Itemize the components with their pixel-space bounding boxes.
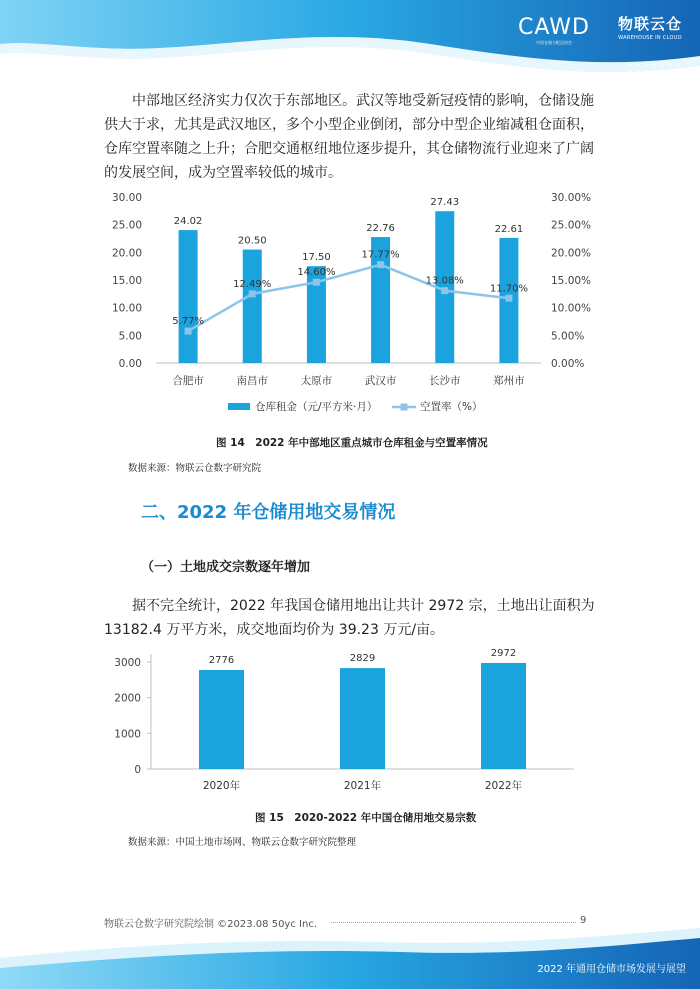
legend-vacancy-label: 空置率（%） [420, 401, 483, 413]
warehouse-logo-subtext: WAREHOUSE IN CLOUD [618, 35, 682, 41]
x-tick-label: 2021年 [343, 780, 382, 792]
vacancy-rate-label: 13.08% [425, 275, 464, 287]
x-tick-label: 武汉市 [364, 375, 397, 387]
cawd-logo-text: CAWD [518, 15, 590, 40]
figure-14-source: 数据来源：物联云仓数字研究院 [128, 463, 262, 474]
rent-bar-label: 24.02 [173, 216, 203, 228]
warehouse-logo-text: 物联云仓 [617, 15, 682, 33]
rent-bar-label: 20.50 [237, 235, 267, 247]
vacancy-rate-marker [377, 261, 384, 268]
y-right-tick-label: 25.00% [551, 219, 592, 232]
y-left-tick-label: 30.00 [111, 192, 142, 204]
footer-report-title: 2022 年通用仓储市场发展与展望 [537, 964, 686, 975]
vacancy-rate-label: 5.77% [172, 316, 204, 328]
footer-credit: 物联云仓数字研究院绘制 ©2023.08 50yc Inc. [104, 919, 317, 930]
rent-vacancy-chart [100, 186, 600, 418]
transaction-bar-label: 2972 [490, 647, 517, 659]
legend-rent-swatch [228, 403, 250, 410]
header-wave [0, 0, 700, 90]
figure-15-caption: 图 15 2020-2022 年中国仓储用地交易宗数 [255, 812, 477, 824]
paragraph-line: 供大于求，尤其是武汉地区，多个小型企业倒闭，部分中型企业缩减租仓面积， [104, 117, 594, 133]
y-tick-label: 0 [134, 764, 141, 776]
y-left-tick-label: 5.00 [118, 330, 142, 343]
vacancy-rate-marker [313, 279, 320, 286]
cawd-logo [514, 16, 594, 46]
vacancy-rate-label: 14.60% [297, 267, 336, 279]
footer-dotted-line [331, 922, 576, 923]
rent-bar-label: 22.61 [494, 223, 524, 235]
y-left-tick-label: 20.00 [111, 247, 142, 260]
vacancy-rate-label: 17.77% [361, 249, 400, 261]
paragraph-line: 13182.4 万平方米，成交地面均价为 39.23 万元/亩。 [104, 622, 445, 638]
x-tick-label: 郑州市 [493, 375, 525, 387]
vacancy-rate-label: 12.49% [233, 278, 272, 290]
page-number: 9 [580, 915, 587, 926]
x-tick-label: 太原市 [300, 375, 333, 387]
legend-rent-label: 仓库租金（元/平方米·月） [255, 401, 378, 413]
warehouse-logo [608, 14, 692, 42]
rent-bar [243, 250, 262, 363]
figure-14-caption: 图 14 2022 年中部地区重点城市仓库租金与空置率情况 [216, 437, 488, 449]
transaction-bar-label: 2776 [208, 654, 235, 666]
y-right-tick-label: 10.00% [551, 302, 592, 315]
figure-15-source: 数据来源：中国土地市场网、物联云仓数字研究院整理 [128, 837, 357, 848]
y-right-tick-label: 15.00% [551, 275, 592, 287]
legend-vacancy-marker [401, 404, 408, 411]
y-right-tick-label: 30.00% [551, 192, 592, 204]
y-right-tick-label: 0.00% [551, 358, 585, 370]
subsection-title: （一）土地成交宗数逐年增加 [141, 560, 311, 575]
body-paragraph-2 [104, 594, 595, 642]
y-tick-label: 3000 [114, 657, 141, 669]
y-left-tick-label: 25.00 [111, 219, 142, 232]
vacancy-rate-label: 11.70% [489, 283, 528, 295]
rent-bar-label: 22.76 [366, 223, 395, 235]
x-tick-label: 长沙市 [429, 375, 461, 387]
y-left-tick-label: 10.00 [111, 302, 142, 315]
y-right-tick-label: 5.00% [551, 330, 585, 343]
section-title: 二、2022 年仓储用地交易情况 [141, 502, 396, 523]
decorative-dots [626, 62, 686, 80]
footer-wave [0, 928, 700, 989]
vacancy-rate-marker [249, 290, 256, 297]
x-tick-label: 2020年 [202, 780, 241, 792]
y-tick-label: 1000 [114, 728, 141, 741]
transaction-bar [340, 668, 385, 769]
vacancy-rate-marker [441, 287, 448, 294]
y-tick-label: 2000 [114, 692, 141, 705]
paragraph-line: 中部地区经济实力仅次于东部地区。武汉等地受新冠疫情的影响，仓储设施 [132, 93, 594, 109]
y-left-tick-label: 0.00 [118, 358, 142, 370]
body-paragraph-1 [104, 89, 614, 185]
vacancy-rate-marker [505, 295, 512, 302]
paragraph-line: 的发展空间，成为空置率较低的城市。 [104, 165, 342, 181]
y-right-tick-label: 20.00% [551, 247, 592, 260]
x-tick-label: 南昌市 [236, 375, 268, 387]
paragraph-line: 据不完全统计，2022 年我国仓储用地出让共计 2972 宗，土地出让面积为 [132, 598, 595, 614]
y-left-tick-label: 15.00 [111, 275, 142, 287]
transaction-bar [481, 663, 526, 769]
x-tick-label: 2022年 [484, 780, 523, 792]
rent-bar [179, 230, 198, 363]
rent-bar-label: 17.50 [302, 252, 331, 264]
vacancy-rate-marker [185, 328, 192, 335]
paragraph-line: 仓库空置率随之上升；合肥交通枢纽地位逐步提升，其仓储物流行业迎来了广阔 [104, 141, 594, 157]
rent-bar-label: 27.43 [430, 197, 460, 209]
transaction-bar-label: 2829 [349, 653, 376, 665]
transaction-bar [199, 670, 244, 769]
cawd-logo-subtext: 中国仓储与配送协会 [536, 40, 572, 45]
x-tick-label: 合肥市 [172, 375, 204, 387]
land-transactions-chart [100, 640, 600, 800]
